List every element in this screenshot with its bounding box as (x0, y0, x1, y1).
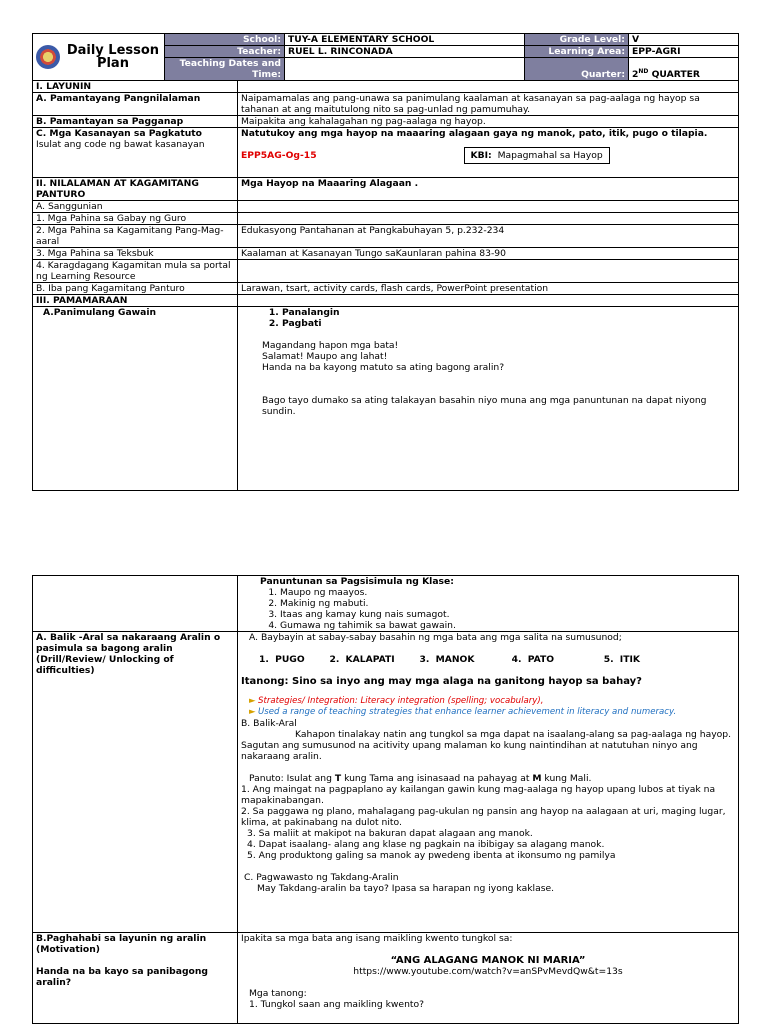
rules-title: Panuntunan sa Pagsisimula ng Klase: (260, 576, 454, 587)
kagamitan-label: 2. Mga Pahina sa Kagamitang Pang-Mag-aaral (33, 225, 238, 248)
content-table-2 (32, 575, 739, 1024)
nilalaman-value: Mga Hayop na Maaaring Alagaan . (238, 178, 739, 201)
story-title: “ANG ALAGANG MANOK NI MARIA” (390, 955, 586, 966)
dates-value (285, 58, 525, 81)
pagganap-value: Maipakita ang kahalagahan ng pag-aalaga ng hayop. (238, 116, 739, 128)
story-url[interactable]: https://www.youtube.com/watch?v=anSPvMevdQw&t=13s (353, 966, 623, 977)
panimulang-value: 1. Panalangin 2. Pagbati Magandang hapon mga bata! Salamat! Maupo ang lahat! Handa na ba kayong matuto sa ating bagong aralin? Bago tayo dumako sa ating talakayan basahin niyo muna ang mga panuntunan na dapat niyong sundin. (238, 307, 739, 491)
words-list: 1. PUGO 2. KALAPATI 3. MANOK 4. PATO 5. ITIK (259, 654, 641, 665)
karagdagang-label: 4. Karagdagang Kagamitan mula sa portal ng Learning Resource (33, 260, 238, 283)
kasanayan-label-cell (33, 128, 238, 178)
motivation-sublabel: Handa na ba kayo sa panibagong aralin? (36, 966, 208, 988)
nilalaman-label: II. NILALAMAN AT KAGAMITANG PANTURO (33, 178, 238, 201)
section-layunin: I. LAYUNIN (33, 81, 238, 93)
sanggunian-label: A. Sanggunian (33, 201, 238, 213)
school-label: School: (165, 34, 285, 46)
deped-seal-icon (36, 45, 60, 69)
kasanayan-label: C. Mga Kasanayan sa Pagkatuto (36, 128, 202, 139)
question: Itanong: Sino sa inyo ang may mga alaga na ganitong hayop sa bahay? (241, 676, 642, 687)
kagamitan-value: Edukasyong Pantahanan at Pangkabuhayan 5, p.232-234 (238, 225, 739, 248)
balik-aral-cell: A. Baybayin at sabay-sabay basahin ng mga bata ang mga salita na sumusunod; 1. PUGO 2. KALAPATI 3. MANOK 4. PATO 5. ITIK Itanong: Sino sa inyo ang may mga alaga na ganitong hayop sa bahay? ► Strategies/ Integration: Literacy integration (spelling; vocabulary), ► Used a range of teaching strategies that enhance learner achievement in literacy and numeracy. B. Balik-Aral Kahapon tinalakay natin ang tungkol sa mga dapat na isaalang-alang sa pag-aalaga ng hayop. Sagutan ang sumusunod na acitivity upang malaman ko kung naintindihan at natutuhan ninyo ang nakaraang aralin. Panuto: Isulat ang T kung Tama ang isinasaad na pahayag at M kung Mali. 1. Ang maingat na pagpaplano ay kailangan gawin kung mag-aalaga ng hayop upang lubos at tiyak na mapakinabangan. 2. Sa paggawa ng plano, mahalagang pag-ukulan ng pansin ang hayop na aalagaan at uri, maging lugar, klima, at pakinabang na dulot nito. 3. Sa maliit at makipot na bakuran dapat alagaan ang manok. 4. Dapat isaalang- alang ang klase ng pagkain na ibibigay sa alagang manok. 5. Ang produktong galing sa manok ay pwedeng ibenta at ikonsumo ng pamilya C. Pagwawasto ng Takdang-Aralin May Takdang-aralin ba tayo? Ipasa sa harapan ng iyong kaklase. (238, 632, 739, 933)
header-table (32, 33, 739, 81)
area-label: Learning Area: (525, 46, 629, 58)
iba-pang-value: Larawan, tsart, activity cards, flash cards, PowerPoint presentation (238, 283, 739, 295)
teksbuk-value: Kaalaman at Kasanayan Tungo saKaunlaran pahina 83-90 (238, 248, 739, 260)
panimulang-label: A.Panimulang Gawain (33, 307, 238, 491)
pagganap-label: B. Pamantayan sa Pagganap (33, 116, 238, 128)
motivation-label: B.Paghahabi sa layunin ng aralin (Motivation) (36, 933, 207, 955)
rules-list: 1. Maupo ng maayos. 2. Makinig ng mabuti. 3. Itaas ang kamay kung nais sumagot. 4. Gumawa ng tahimik sa bawat gawain. (260, 587, 735, 631)
school-value: TUY-A ELEMENTARY SCHOOL (285, 34, 525, 46)
lesson-plan-page-2 (32, 575, 738, 1024)
motivation-cell: Ipakita sa mga bata ang isang maikling kwento tungkol sa: “ANG ALAGANG MANOK NI MARIA” https://www.youtube.com/watch?v=anSPvMevdQw&t=13s Mga tanong: 1. Tungkol saan ang maikling kwento? (238, 933, 739, 1024)
grade-label: Grade Level: (525, 34, 629, 46)
gabay-label: 1. Mga Pahina sa Gabay ng Guro (33, 213, 238, 225)
panuto: Panuto: Isulat ang T kung Tama ang isinasaad na pahayag at M kung Mali. (249, 773, 592, 784)
kbi-box: KBI: Mapagmahal sa Hayop (464, 147, 610, 164)
kasanayan-sublabel: Isulat ang code ng bawat kasanayan (36, 139, 205, 150)
quarter-label: Quarter: (525, 58, 629, 81)
rules-cell (238, 576, 739, 632)
kasanayan-value: Natutukoy ang mga hayop na maaaring alagaan gaya ng manok, pato, itik, pugo o tilapia. (241, 128, 708, 139)
pamamaraan-label: III. PAMAMARAAN (33, 295, 238, 307)
kasanayan-code: EPP5AG-Og-15 (241, 150, 317, 161)
teacher-label: Teacher: (165, 46, 285, 58)
logo-cell (33, 34, 165, 81)
motivation-label-cell (33, 933, 238, 1024)
balik-aral-label: A. Balik -Aral sa nakaraang Aralin o pasimula sa bagong aralin (Drill/Review/ Unlocking of difficulties) (33, 632, 238, 933)
grade-value: V (629, 34, 739, 46)
quarter-value: 2ND QUARTER (629, 58, 739, 81)
dates-label: Teaching Dates and Time: (165, 58, 285, 81)
teksbuk-label: 3. Mga Pahina sa Teksbuk (33, 248, 238, 260)
pamantayang-label: A. Pamantayang Pangnilalaman (33, 93, 238, 116)
teacher-value: RUEL L. RINCONADA (285, 46, 525, 58)
area-value: EPP-AGRI (629, 46, 739, 58)
kasanayan-value-cell (238, 128, 739, 178)
pamantayang-value: Naipamamalas ang pang-unawa sa panimulang kaalaman at kasanayan sa pag-aalaga ng hayop sa tahanan at ang maitutulong nito sa pag-unlad ng pamumuhay. (238, 93, 739, 116)
page-title: Daily Lesson Plan (66, 43, 160, 71)
iba-pang-label: B. Iba pang Kagamitang Panturo (33, 283, 238, 295)
panimulang-list: 1. Panalangin 2. Pagbati (262, 307, 735, 329)
strategies-list: ► Strategies/ Integration: Literacy integration (spelling; vocabulary), ► Used a range of teaching strategies that enhance learner achievement in literacy and numeracy. (249, 696, 677, 717)
content-table-1 (32, 80, 739, 491)
lesson-plan-page-1 (32, 33, 738, 491)
